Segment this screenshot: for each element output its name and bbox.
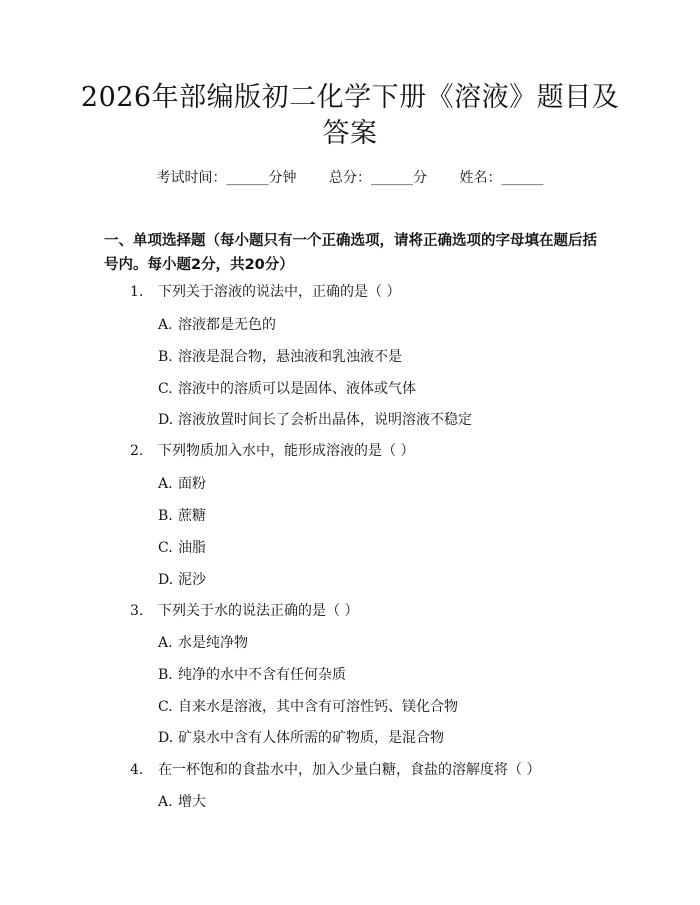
option-1a bbox=[158, 315, 276, 335]
option-3b bbox=[158, 665, 346, 685]
option-letter: B. bbox=[158, 667, 173, 683]
question-3 bbox=[130, 601, 358, 621]
option-text: 溶液放置时间长了会析出晶体，说明溶液不稳定 bbox=[178, 412, 472, 428]
option-text: 面粉 bbox=[178, 476, 206, 492]
document-title bbox=[70, 80, 630, 152]
option-3a bbox=[158, 633, 248, 653]
option-letter: B. bbox=[158, 349, 173, 365]
option-2b bbox=[158, 506, 206, 526]
question-2 bbox=[130, 441, 414, 461]
question-4 bbox=[130, 760, 540, 780]
question-text: 在一杯饱和的食盐水中，加入少量白糖，食盐的溶解度将（ ） bbox=[158, 762, 541, 778]
exam-info bbox=[0, 168, 700, 188]
option-2c bbox=[158, 538, 206, 558]
section-heading: 一、单项选择题（每小题只有一个正确选项，请将正确选项的字母填在题后括号内。每小题2分，共20分） bbox=[104, 233, 597, 273]
question-text: 下列关于溶液的说法中，正确的是（ ） bbox=[158, 284, 401, 300]
option-2a bbox=[158, 474, 206, 494]
exam-time-field: 考试时间：______分钟 bbox=[156, 170, 297, 186]
question-text: 下列关于水的说法正确的是（ ） bbox=[158, 603, 359, 619]
option-text: 蔗糖 bbox=[178, 508, 206, 524]
title-line-2: 答案 bbox=[322, 118, 378, 149]
option-4a bbox=[158, 792, 206, 812]
question-number: 4. bbox=[130, 762, 144, 778]
question-number: 2. bbox=[130, 443, 144, 459]
option-letter: D. bbox=[158, 412, 174, 428]
option-letter: D. bbox=[158, 572, 174, 588]
option-letter: C. bbox=[158, 699, 173, 715]
option-letter: A. bbox=[158, 635, 173, 651]
option-letter: C. bbox=[158, 540, 173, 556]
name-field: 姓名：______ bbox=[459, 170, 544, 186]
option-text: 溶液中的溶质可以是固体、液体或气体 bbox=[178, 381, 416, 397]
option-letter: A. bbox=[158, 317, 173, 333]
option-text: 纯净的水中不含有任何杂质 bbox=[178, 667, 346, 683]
option-text: 水是纯净物 bbox=[178, 635, 248, 651]
option-text: 溶液是混合物，悬浊液和乳浊液不是 bbox=[178, 349, 402, 365]
option-3d bbox=[158, 728, 444, 748]
option-text: 油脂 bbox=[178, 540, 206, 556]
option-letter: C. bbox=[158, 381, 173, 397]
total-score-field: 总分：______分 bbox=[329, 170, 427, 186]
option-text: 自来水是溶液，其中含有可溶性钙、镁化合物 bbox=[178, 699, 458, 715]
question-1 bbox=[130, 282, 400, 302]
option-text: 溶液都是无色的 bbox=[178, 317, 276, 333]
option-letter: A. bbox=[158, 794, 173, 810]
option-1b bbox=[158, 347, 402, 367]
option-text: 增大 bbox=[178, 794, 206, 810]
option-text: 泥沙 bbox=[178, 572, 206, 588]
title-line-1: 2026年部编版初二化学下册《溶液》题目及 bbox=[80, 82, 620, 113]
option-letter: B. bbox=[158, 508, 173, 524]
question-number: 1. bbox=[130, 284, 144, 300]
option-letter: D. bbox=[158, 730, 174, 746]
option-3c bbox=[158, 697, 458, 717]
option-1d bbox=[158, 410, 472, 430]
option-text: 矿泉水中含有人体所需的矿物质，是混合物 bbox=[178, 730, 444, 746]
question-text: 下列物质加入水中，能形成溶液的是（ ） bbox=[158, 443, 415, 459]
option-2d bbox=[158, 570, 206, 590]
option-1c bbox=[158, 379, 416, 399]
option-letter: A. bbox=[158, 476, 173, 492]
question-number: 3. bbox=[130, 603, 144, 619]
